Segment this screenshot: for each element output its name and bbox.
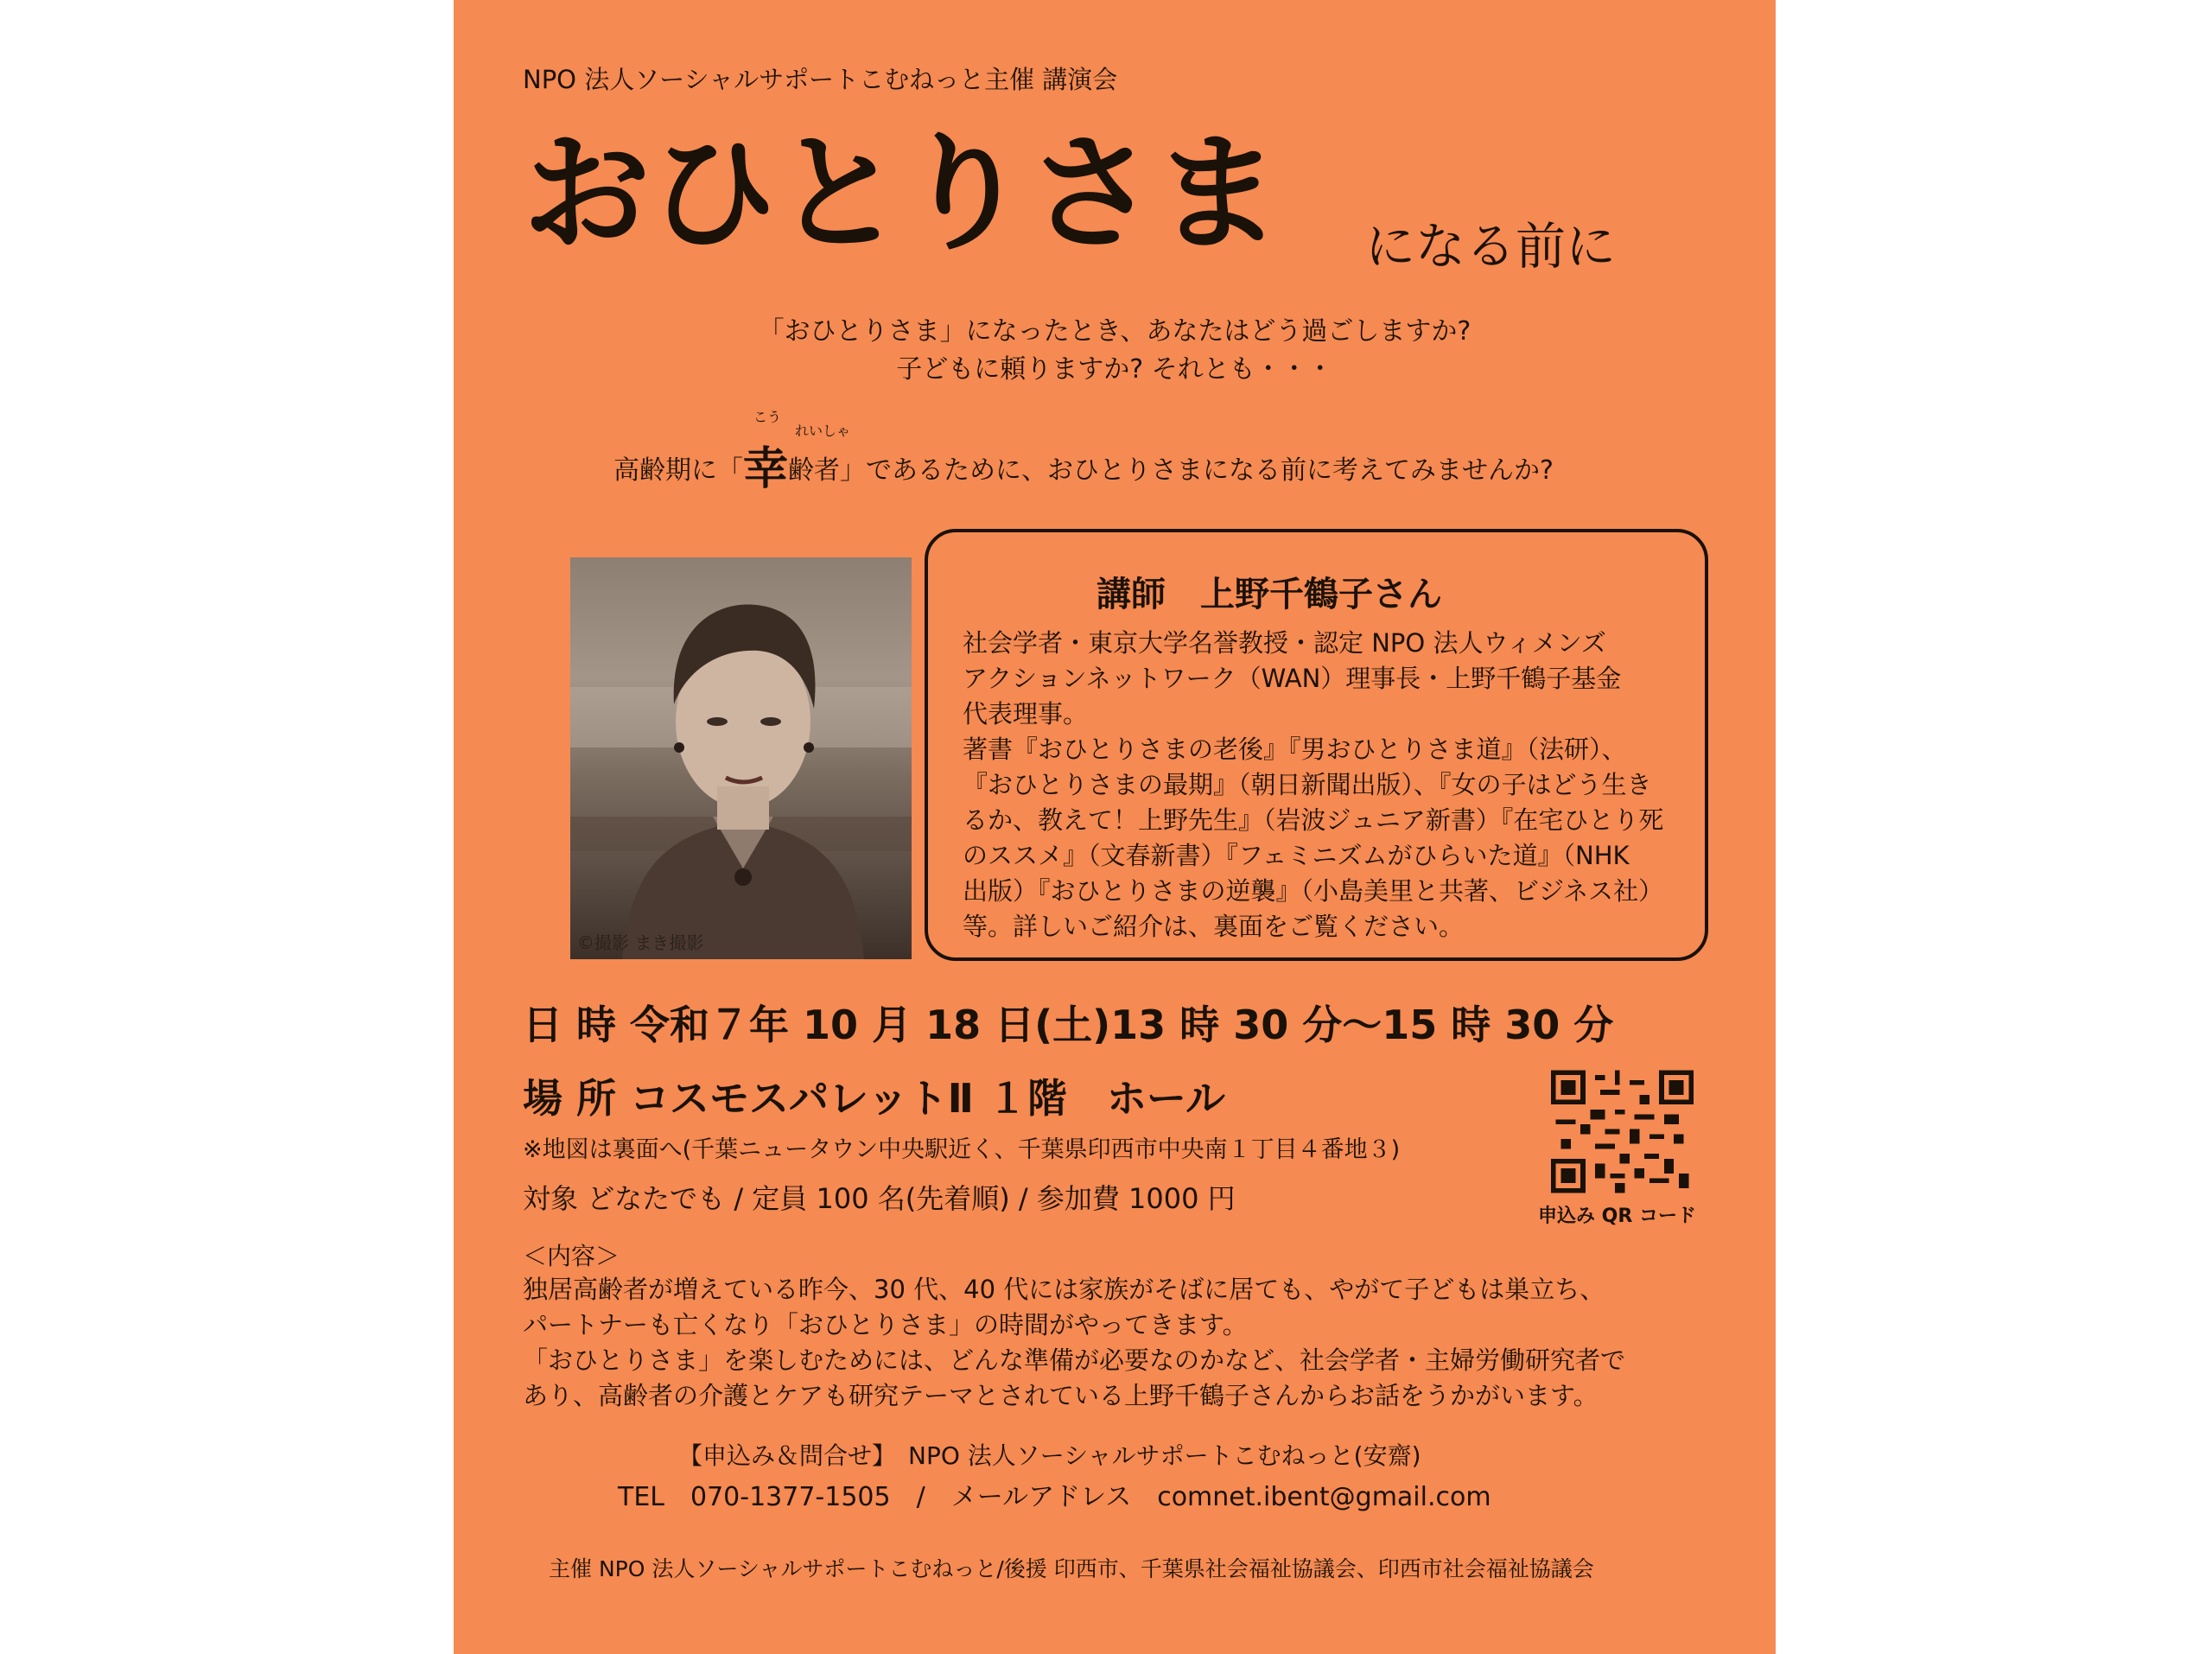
page-title: おひとりさま <box>523 119 1280 268</box>
event-details: 対象 どなたでも / 定員 100 名(先着順) / 参加費 1000 円 <box>523 1182 1236 1215</box>
bio-line: 『おひとりさまの最期』（朝日新聞出版）、『女の子はどう生き <box>963 770 1652 799</box>
big-char-text: 幸 <box>743 443 789 495</box>
bio-line: アクションネットワーク（WAN）理事長・上野千鶴子基金 <box>963 664 1622 693</box>
map-note: ※地図は裏面へ(千葉ニュータウン中央駅近く、千葉県印西市中央南１丁目４番地３) <box>523 1136 1401 1163</box>
tagline <box>613 409 1554 497</box>
event-venue: 場 所 コスモスパレットⅡ １階 ホール <box>523 1075 1225 1122</box>
bio-line: 著書『おひとりさまの老後』『男おひとりさま道』（法研）、 <box>963 735 1627 764</box>
photo-credit: ©撮影 まき撮影 <box>577 932 704 953</box>
bio-line: 社会学者・東京大学名誉教授・認定 NPO 法人ウィメンズ <box>963 628 1606 658</box>
organizer-line: NPO 法人ソーシャルサポートこむねっと主催 講演会 <box>523 65 1118 94</box>
ruby-reisha: れいしゃ <box>795 423 851 439</box>
content-line: あり、高齢者の介護とケアも研究テーマとされている上野千鶴子さんからお話をうかがいます。 <box>523 1381 1599 1410</box>
content-heading: ＜内容＞ <box>523 1242 620 1270</box>
event-date: 日 時 令和７年 10 月 18 日(土)13 時 30 分～15 時 30 分 <box>523 1002 1614 1048</box>
ruby-kou: こう <box>753 409 782 425</box>
contact-heading: 【申込み＆問合せ】 NPO 法人ソーシャルサポートこむねっと(安齋) <box>678 1441 1421 1470</box>
lecturer-title: 講師 上野千鶴子さん <box>1096 575 1442 614</box>
lead-question-1: 「おひとりさま」になったとき、あなたはどう過ごしますか? <box>758 316 1471 347</box>
tagline-before: 高齢期に「 <box>613 455 743 486</box>
lead-question-2: 子どもに頼りますか? それとも・・・ <box>896 354 1333 385</box>
bio-line: 等。詳しいご紹介は、裏面をご覧ください。 <box>963 912 1465 941</box>
content-line: 「おひとりさま」を楽しむためには、どんな準備が必要なのかなど、社会学者・主婦労働研究者で <box>523 1345 1626 1375</box>
content-body <box>523 1272 1732 1414</box>
portrait-illustration <box>570 557 912 959</box>
lecturer-box <box>925 529 1708 961</box>
footer-sponsors: 主催 NPO 法人ソーシャルサポートこむねっと/後援 印西市、千葉県社会福祉協議会、印西市社会福祉協議会 <box>549 1556 1594 1581</box>
tagline-after: 齢者」であるために、おひとりさまになる前に考えてみませんか? <box>788 455 1554 486</box>
tagline-big-char <box>743 409 851 497</box>
bio-line: 代表理事。 <box>963 699 1089 728</box>
content-line: パートナーも亡くなり「おひとりさま」の時間がやってきます。 <box>523 1310 1248 1339</box>
bio-line: るか、教えて！上野先生』（岩波ジュニア新書）『在宅ひとり死 <box>963 805 1664 835</box>
contact-details: TEL 070-1377-1505 / メールアドレス comnet.ibent@gmail.com <box>618 1482 1491 1512</box>
qr-caption: 申込み QR コード <box>1538 1206 1696 1227</box>
page-subtitle: になる前に <box>1365 217 1617 276</box>
lecturer-bio <box>963 626 1680 945</box>
flyer <box>454 0 1776 1654</box>
qr-code-icon[interactable] <box>1551 1069 1694 1194</box>
bio-line: 出版）『おひとりさまの逆襲』（小島美里と共著、ビジネス社） <box>963 876 1664 906</box>
lecturer-photo <box>570 557 912 959</box>
bio-line: のススメ』（文春新書）『フェミニズムがひらいた道』（NHK <box>963 841 1630 870</box>
content-line: 独居高齢者が増えている昨今、30 代、40 代には家族がそばに居ても、やがて子どもは巣立ち、 <box>523 1275 1605 1304</box>
